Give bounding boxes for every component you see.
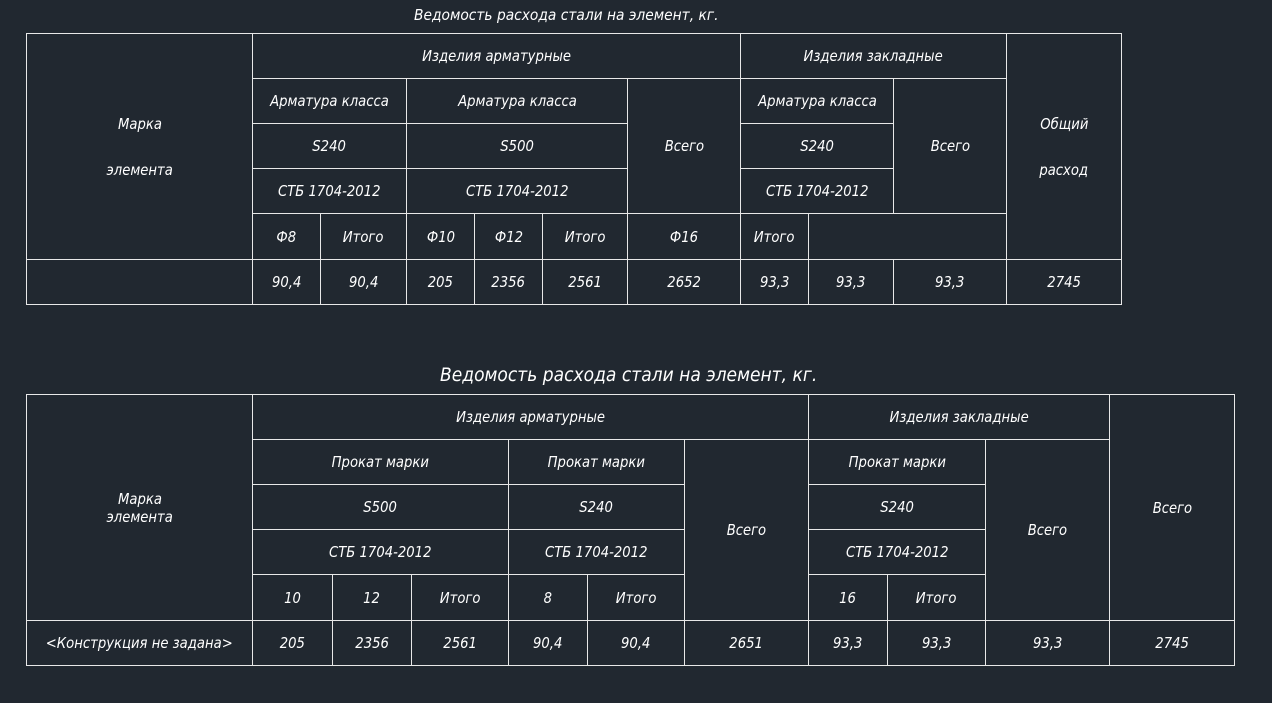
row2-subtotal-2: 90,4	[588, 621, 685, 666]
rebar-class-header-1: Арматура класса	[253, 79, 407, 124]
row-subtotal-2: 2561	[543, 260, 628, 305]
row-grand-total: 2745	[1007, 260, 1122, 305]
row-d16: 93,3	[741, 260, 809, 305]
steel-consumption-table-2	[26, 394, 1235, 666]
diameter-header-8: Ф8	[253, 214, 321, 260]
subtotal-header-2: Итого	[543, 214, 628, 260]
embedded-total-header: Всего	[894, 79, 1007, 214]
grade-header-2-1: S500	[253, 485, 509, 530]
row2-grand-total: 2745	[1110, 621, 1235, 666]
grade-header-3: S240	[741, 124, 894, 169]
table2-title: Ведомость расхода стали на элемент, кг.	[440, 364, 818, 386]
subtotal-header-1: Итого	[321, 214, 407, 260]
mark-header-line2-2: элемента	[106, 507, 173, 526]
rebar-products-header: Изделия арматурные	[253, 34, 741, 79]
row-mark	[27, 260, 253, 305]
row2-d16: 93,3	[809, 621, 888, 666]
mark-header-cell	[27, 34, 253, 260]
grade-header-1: S240	[253, 124, 407, 169]
embedded-total-header-2: Всего	[986, 440, 1110, 621]
grade-header-2: S500	[407, 124, 628, 169]
row-d10: 205	[407, 260, 475, 305]
standard-header-2: СТБ 1704-2012	[407, 169, 628, 214]
row2-d12: 2356	[333, 621, 412, 666]
mark-header-line1-2: Марка	[117, 489, 162, 508]
diameter-header-2-10: 10	[253, 575, 333, 621]
subtotal-header-2-2: Итого	[588, 575, 685, 621]
row2-subtotal-3: 93,3	[888, 621, 986, 666]
grade-header-2-2: S240	[509, 485, 685, 530]
rebar-products-header-2: Изделия арматурные	[253, 395, 809, 440]
embedded-products-header: Изделия закладные	[741, 34, 1007, 79]
grand-total-header-cell	[1007, 34, 1122, 260]
subtotal-header-2-1: Итого	[412, 575, 509, 621]
row2-mark: <Конструкция не задана>	[27, 621, 253, 666]
rebar-total-header: Всего	[628, 79, 741, 214]
row2-embedded-total: 93,3	[986, 621, 1110, 666]
grade-header-2-3: S240	[809, 485, 986, 530]
diameter-header-2-16: 16	[809, 575, 888, 621]
row2-d10: 205	[253, 621, 333, 666]
standard-header-2-1: СТБ 1704-2012	[253, 530, 509, 575]
embedded-class-header: Арматура класса	[741, 79, 894, 124]
standard-header-3: СТБ 1704-2012	[741, 169, 894, 214]
row2-d8: 90,4	[509, 621, 588, 666]
profile-header-1: Прокат марки	[253, 440, 509, 485]
subtotal-header-3: Итого	[741, 214, 809, 260]
profile-header-3: Прокат марки	[809, 440, 986, 485]
standard-header-2-3: СТБ 1704-2012	[809, 530, 986, 575]
row-rebar-total: 2652	[628, 260, 741, 305]
diameter-header-10: Ф10	[407, 214, 475, 260]
standard-header-2-2: СТБ 1704-2012	[509, 530, 685, 575]
row2-subtotal-1: 2561	[412, 621, 509, 666]
row-d12: 2356	[475, 260, 543, 305]
steel-consumption-table-1	[26, 33, 1122, 305]
mark-header-line1: Марка	[117, 114, 162, 133]
table1-title: Ведомость расхода стали на элемент, кг.	[414, 6, 719, 24]
mark-header-line2: элемента	[106, 160, 173, 179]
grand-total-header-2: Всего	[1110, 395, 1235, 621]
embedded-products-header-2: Изделия закладные	[809, 395, 1110, 440]
row-subtotal-1: 90,4	[321, 260, 407, 305]
diameter-header-2-8: 8	[509, 575, 588, 621]
diameter-header-2-12: 12	[333, 575, 412, 621]
rebar-total-header-2: Всего	[685, 440, 809, 621]
standard-header-1: СТБ 1704-2012	[253, 169, 407, 214]
row-d8: 90,4	[253, 260, 321, 305]
row-subtotal-3: 93,3	[809, 260, 894, 305]
grand-total-header-line1: Общий	[1039, 114, 1089, 133]
profile-header-2: Прокат марки	[509, 440, 685, 485]
diameter-header-16: Ф16	[628, 214, 741, 260]
row-embedded-total: 93,3	[894, 260, 1007, 305]
row2-rebar-total: 2651	[685, 621, 809, 666]
mark-header-cell-2	[27, 395, 253, 621]
rebar-class-header-2: Арматура класса	[407, 79, 628, 124]
grand-total-header-line2: расход	[1039, 160, 1089, 179]
subtotal-header-2-3: Итого	[888, 575, 986, 621]
table-row	[27, 621, 1235, 666]
table-row	[27, 260, 1122, 305]
diameter-header-12: Ф12	[475, 214, 543, 260]
